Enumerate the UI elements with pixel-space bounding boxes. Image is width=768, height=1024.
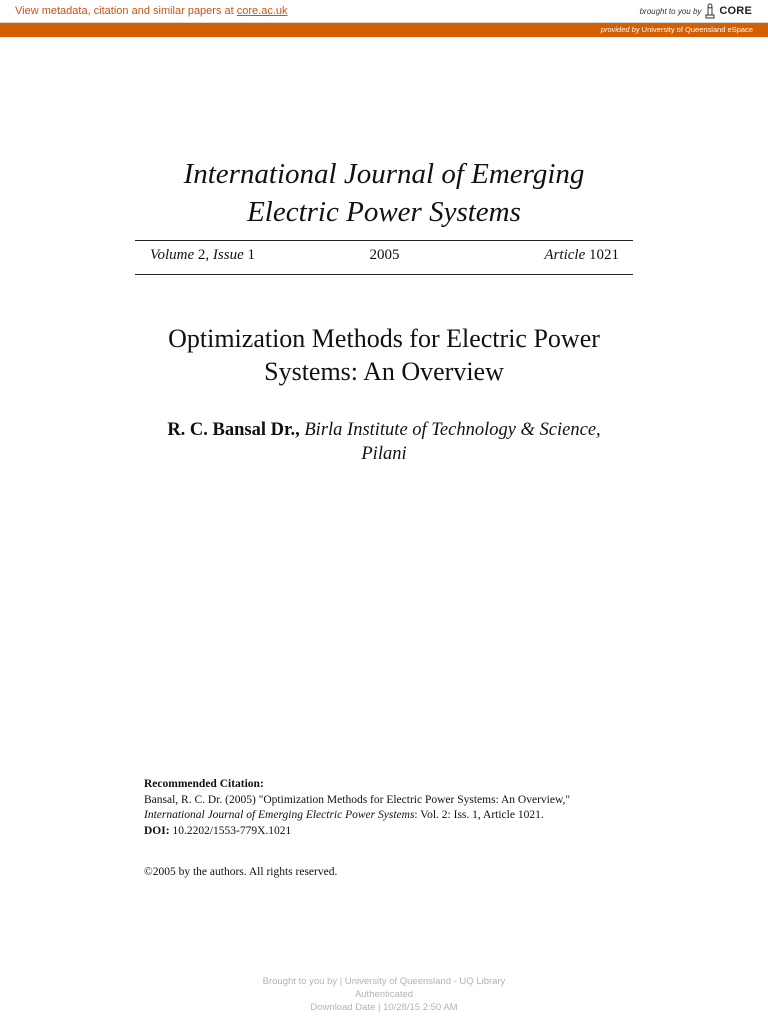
journal-title-line1: International Journal of Emerging: [183, 158, 585, 190]
journal-title: [134, 155, 634, 231]
article-title-line1: Optimization Methods for Electric Power: [168, 324, 600, 353]
core-provided-bar: [0, 23, 768, 37]
article-number-value: 1021: [589, 247, 619, 263]
citation-heading: Recommended Citation:: [144, 778, 264, 790]
provided-by-text[interactable]: [601, 25, 753, 34]
recommended-citation: [144, 777, 624, 839]
core-logo-text: CORE: [719, 5, 752, 17]
header-rule-bottom: [135, 274, 633, 275]
article-number: [544, 244, 619, 266]
header-rule-top: [135, 240, 633, 241]
volume-label: Volume: [150, 247, 195, 263]
core-link[interactable]: core.ac.uk: [236, 5, 288, 17]
brought-to-you-by[interactable]: [640, 3, 752, 19]
issue-number: 1: [247, 247, 255, 263]
provided-by-source: University of Queensland eSpace: [641, 25, 753, 34]
article-title: [134, 322, 634, 388]
provided-by-prefix: provided by: [600, 25, 640, 34]
core-logo-icon: [704, 3, 716, 19]
citation-volume-info: : Vol. 2: Iss. 1, Article 1021.: [414, 809, 544, 821]
core-banner: [0, 0, 768, 23]
article-title-line2: Systems: An Overview: [264, 357, 504, 386]
brought-to-you-label: brought to you by: [639, 6, 702, 16]
author-name: R. C. Bansal Dr.,: [167, 420, 300, 440]
core-metadata-text: [15, 5, 288, 17]
footer-line2: Authenticated: [354, 989, 414, 1000]
download-footer: [0, 975, 768, 1014]
issue-label: Issue: [212, 247, 244, 263]
citation-line1: Bansal, R. C. Dr. (2005) "Optimization Methods for Electric Power Systems: An Overview,": [144, 793, 571, 806]
volume-issue: Volume 2, Issue 1: [150, 247, 255, 263]
doi-value: 10.2202/1553-779X.1021: [172, 824, 292, 837]
author-line2: [134, 442, 634, 466]
article-label: Article: [544, 247, 586, 263]
publication-year: 2005: [369, 247, 400, 263]
core-metadata-label: View metadata, citation and similar papers at: [15, 5, 237, 17]
journal-title-line2: Electric Power Systems: [247, 196, 521, 228]
citation-journal: International Journal of Emerging Electric Power Systems: [144, 809, 415, 821]
author-affiliation-city: Pilani: [361, 444, 407, 464]
volume-line: [150, 244, 619, 266]
citation-line2: [144, 808, 624, 824]
author-block: [134, 418, 634, 466]
author-line1: [134, 418, 634, 442]
doi-label: DOI:: [144, 824, 170, 837]
footer-line3: Download Date | 10/28/15 2:50 AM: [310, 1002, 458, 1013]
copyright-notice: ©2005 by the authors. All rights reserved.: [144, 866, 338, 878]
volume-number: 2: [197, 247, 206, 263]
footer-line1: Brought to you by | University of Queensland - UQ Library: [262, 976, 506, 987]
citation-doi: [144, 824, 624, 840]
author-affiliation: Birla Institute of Technology & Science,: [304, 420, 601, 440]
